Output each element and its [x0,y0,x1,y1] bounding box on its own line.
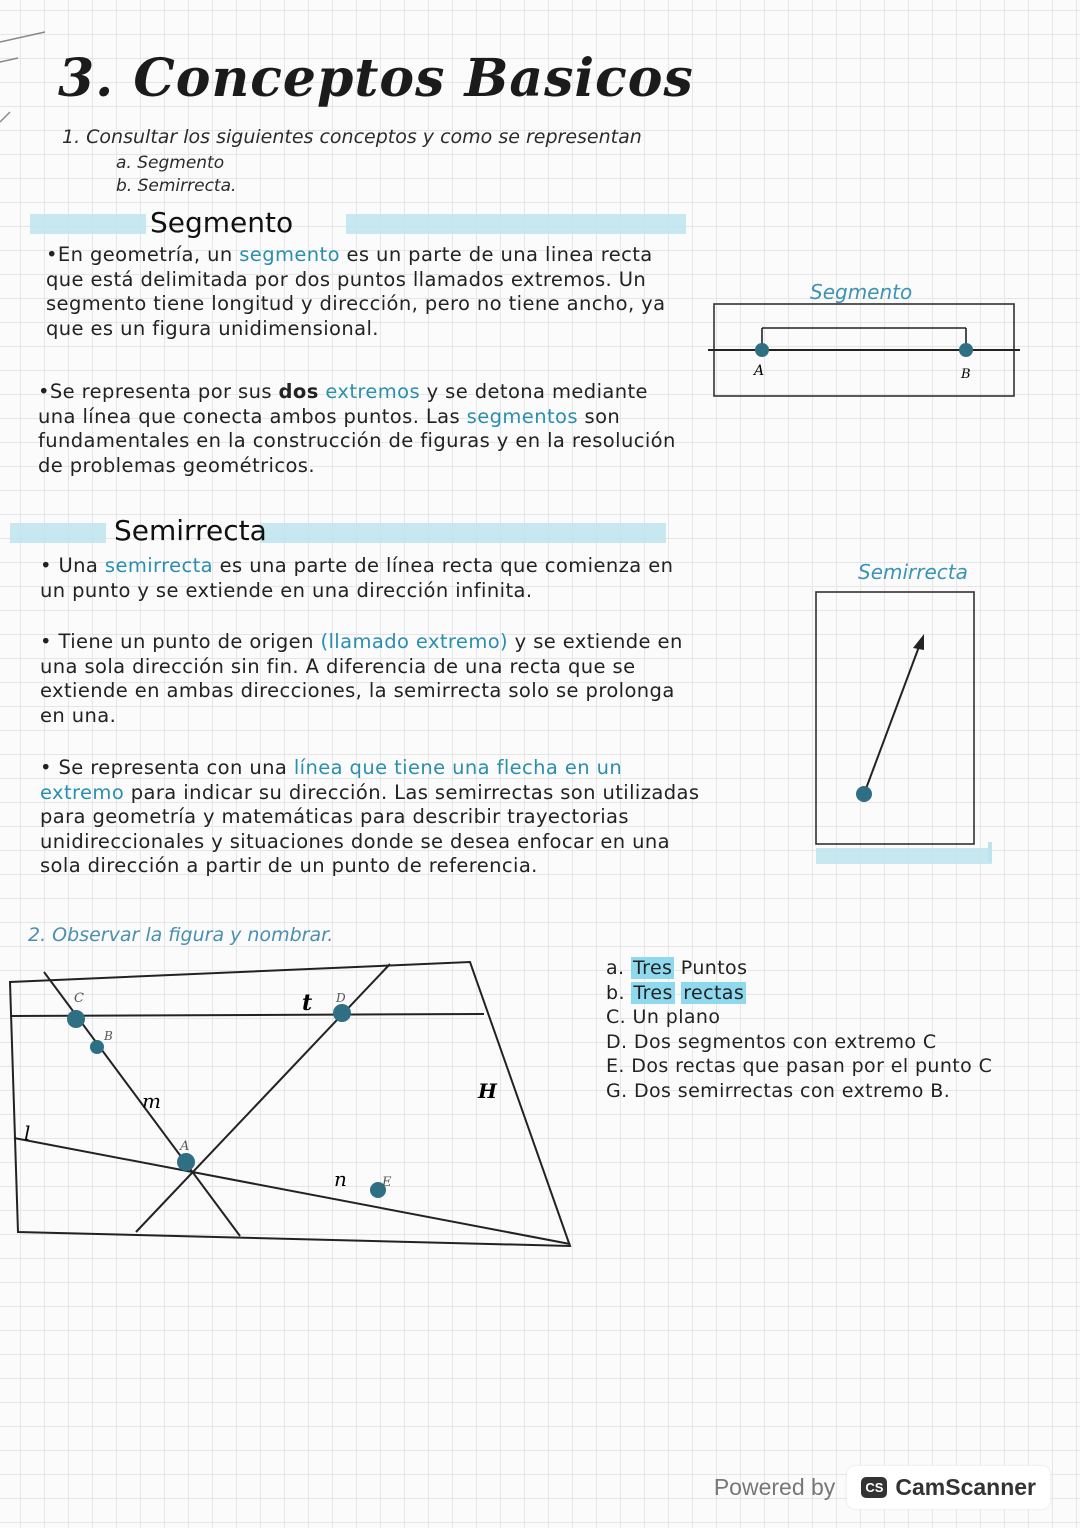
semirrecta-paragraph-2: • Tiene un punto de origen (llamado extremo) y se extiende en una sola dirección sin fin. A diferencia de una recta que se extiende en ambas direcciones, la semirrecta solo se prolonga en una. [40,630,683,727]
segmento-point-b [959,343,973,357]
semirrecta-title: Semirrecta [114,514,267,547]
svg-text:n: n [334,1167,347,1191]
semirrecta-paragraph-1: • Una semirrecta es una parte de línea recta que comienza en un punto y se extiende en una dirección infinita. [40,554,674,602]
segmento-term: segmento [239,243,340,266]
question1-item-b: b. Semirrecta. [116,176,237,196]
figure-point-d [333,1004,351,1022]
segmento-point-b-label: B [961,367,971,382]
svg-text:E: E [382,1175,392,1190]
page-title: 3. Conceptos Basicos [58,48,694,109]
svg-text:B: B [104,1029,113,1043]
semirrecta-header-bar-right [260,523,666,543]
answer-e: E. Dos rectas que pasan por el punto C [606,1055,993,1077]
svg-text:m: m [142,1089,161,1113]
segmento-paragraph-1: •En geometría, un segmento es un parte de una linea recta que está delimitada por dos puntos llamados extremos. Un segmento tiene longitud y dirección, pero no tiene ancho, ya que es un figura unidimensional. [46,243,666,340]
svg-text:C: C [74,991,84,1006]
segmento-figure [704,296,1024,406]
answer-a: a. Tres Puntos [606,957,748,979]
segmento-title: Segmento [150,206,294,239]
cs-icon: CS [861,1477,887,1498]
segmento-point-a-label: A [754,363,765,379]
answer-f: G. Dos semirrectas con extremo B. [606,1079,951,1102]
answer-c: C. Un plano [606,1006,721,1028]
semirrecta-origin-point [856,786,872,802]
answer-d: D. Dos segmentos con extremo C [606,1030,937,1053]
camscanner-logo [847,1466,1050,1509]
question2-prompt: 2. Observar la figura y nombrar. [28,924,334,946]
question2-answers [606,956,992,1103]
segmento-header-bar-right [346,214,686,234]
question1-item-a: a. Segmento [116,153,225,173]
figure-point-c [67,1010,85,1028]
svg-text:l: l [24,1121,31,1145]
camscanner-watermark [714,1466,1050,1509]
semirrecta-figure [800,586,1000,868]
segmento-figure-label: Segmento [810,280,913,304]
page-corner-fold [0,22,60,132]
segmento-point-a [755,343,769,357]
svg-text:D: D [336,991,346,1005]
question2-figure [0,950,600,1260]
semirrecta-header-bar-left [10,523,106,543]
figure-point-b [90,1040,104,1054]
svg-text:t: t [302,990,313,1016]
segmento-paragraph-2: •Se representa por sus dos extremos y se detona mediante una línea que conecta ambos puntos. Las segmentos son fundamentales en la construcción de figuras y en la resolución de problemas geométricos. [38,380,676,477]
segmento-header-bar-left [30,214,146,234]
question1-prompt: 1. Consultar los siguientes conceptos y como se representan [62,126,642,148]
figure-point-a [177,1153,195,1171]
semirrecta-paragraph-3: • Se representa con una línea que tiene una flecha en un extremo para indicar su dirección. Las semirrectas son utilizadas para geometría y matemáticas para describir trayectorias unidireccionales y situaciones donde se desea enfocar en una sola dirección a partir de un punto de referencia. [40,756,700,877]
powered-by-text: Powered by [713,1474,836,1500]
semirrecta-figure-label: Semirrecta [858,560,968,584]
camscanner-brand: CamScanner [895,1474,1036,1500]
answer-b: b. Tres rectas [606,981,745,1004]
svg-text:A: A [180,1139,190,1154]
svg-text:H: H [478,1079,497,1103]
